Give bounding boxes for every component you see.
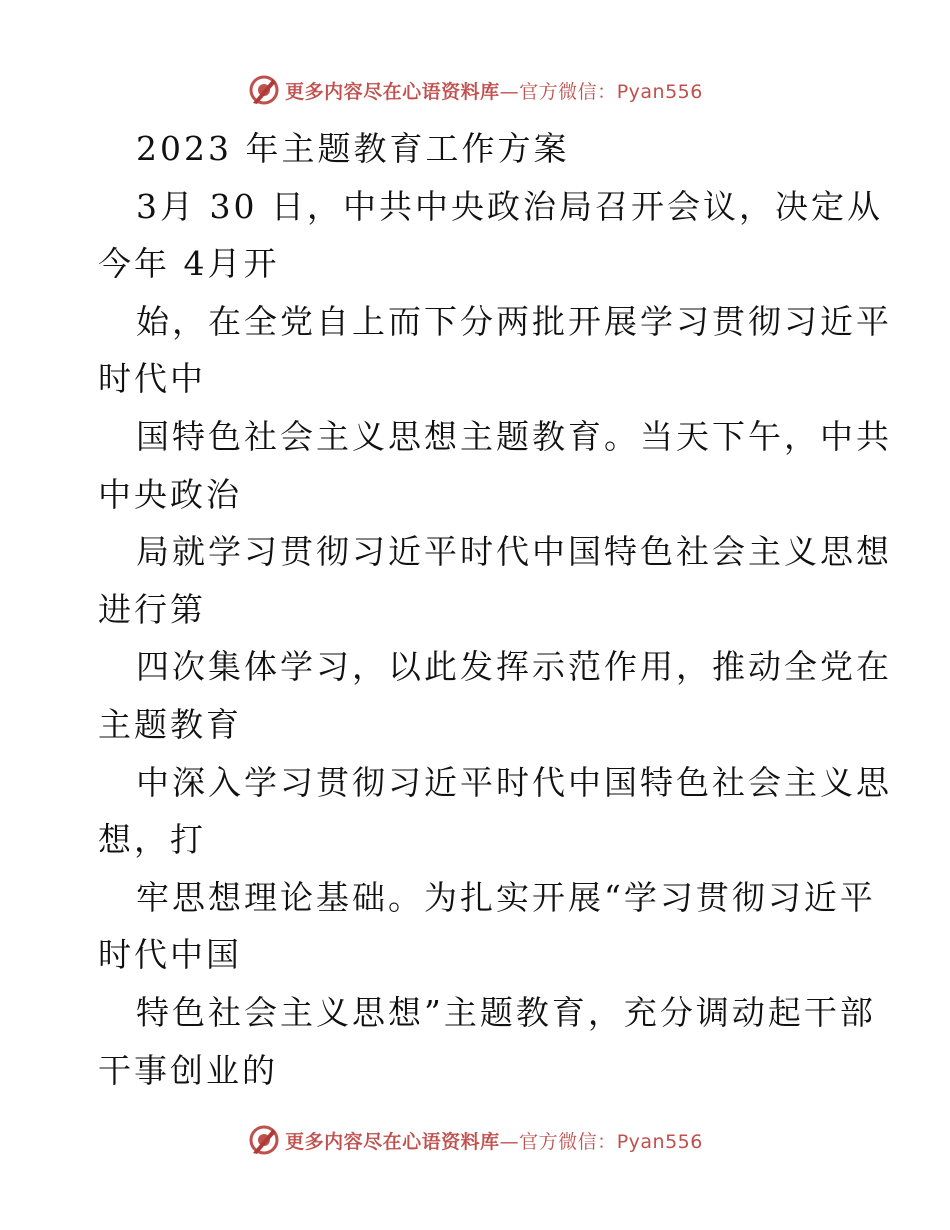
text-line: 四次集体学习，以此发挥示范作用，推动全党在 bbox=[136, 647, 892, 687]
text-line: 特色社会主义思想”主题教育，充分调动起干部 bbox=[136, 992, 876, 1032]
banner-dash: — bbox=[499, 80, 520, 103]
text-line: 时代中 bbox=[98, 359, 206, 399]
footer-banner bbox=[0, 1118, 950, 1162]
banner-dash: — bbox=[499, 1130, 520, 1153]
text-line: 中深入学习贯彻习近平时代中国特色社会主义思 bbox=[136, 762, 892, 802]
quill-seal-icon bbox=[247, 73, 281, 107]
banner-text bbox=[285, 1127, 703, 1154]
quill-seal-icon bbox=[247, 1123, 281, 1157]
text-line: 干事创业的 bbox=[98, 1050, 278, 1090]
text-line: 国特色社会主义思想主题教育。当天下午，中共 bbox=[136, 416, 892, 456]
text-line: 牢思想理论基础。为扎实开展“学习贯彻习近平 bbox=[136, 877, 876, 917]
document-title: 2023 年主题教育工作方案 bbox=[136, 129, 570, 168]
text-line: 中央政治 bbox=[98, 474, 242, 514]
text-line: 时代中国 bbox=[98, 935, 242, 975]
text-line: 今年 4月开 bbox=[98, 244, 280, 284]
banner-wechat-id: Pyan556 bbox=[616, 1130, 703, 1153]
banner-main-text: 更多内容尽在心语资料库 bbox=[285, 1130, 500, 1153]
banner-main-text: 更多内容尽在心语资料库 bbox=[285, 80, 500, 103]
banner-text bbox=[285, 77, 703, 104]
text-line: 进行第 bbox=[98, 589, 206, 629]
banner-wechat-id: Pyan556 bbox=[616, 80, 703, 103]
text-line: 始，在全党自上而下分两批开展学习贯彻习近平 bbox=[136, 301, 892, 341]
text-line: 想，打 bbox=[98, 820, 206, 860]
text-line: 主题教育 bbox=[98, 704, 242, 744]
banner-wechat-label: 官方微信： bbox=[519, 80, 617, 103]
document-body bbox=[98, 120, 892, 1099]
text-line: 局就学习贯彻习近平时代中国特色社会主义思想 bbox=[136, 532, 892, 572]
banner-wechat-label: 官方微信： bbox=[519, 1130, 617, 1153]
text-line: 3月 30 日，中共中央政治局召开会议，决定从 bbox=[136, 186, 883, 226]
header-banner bbox=[0, 68, 950, 112]
